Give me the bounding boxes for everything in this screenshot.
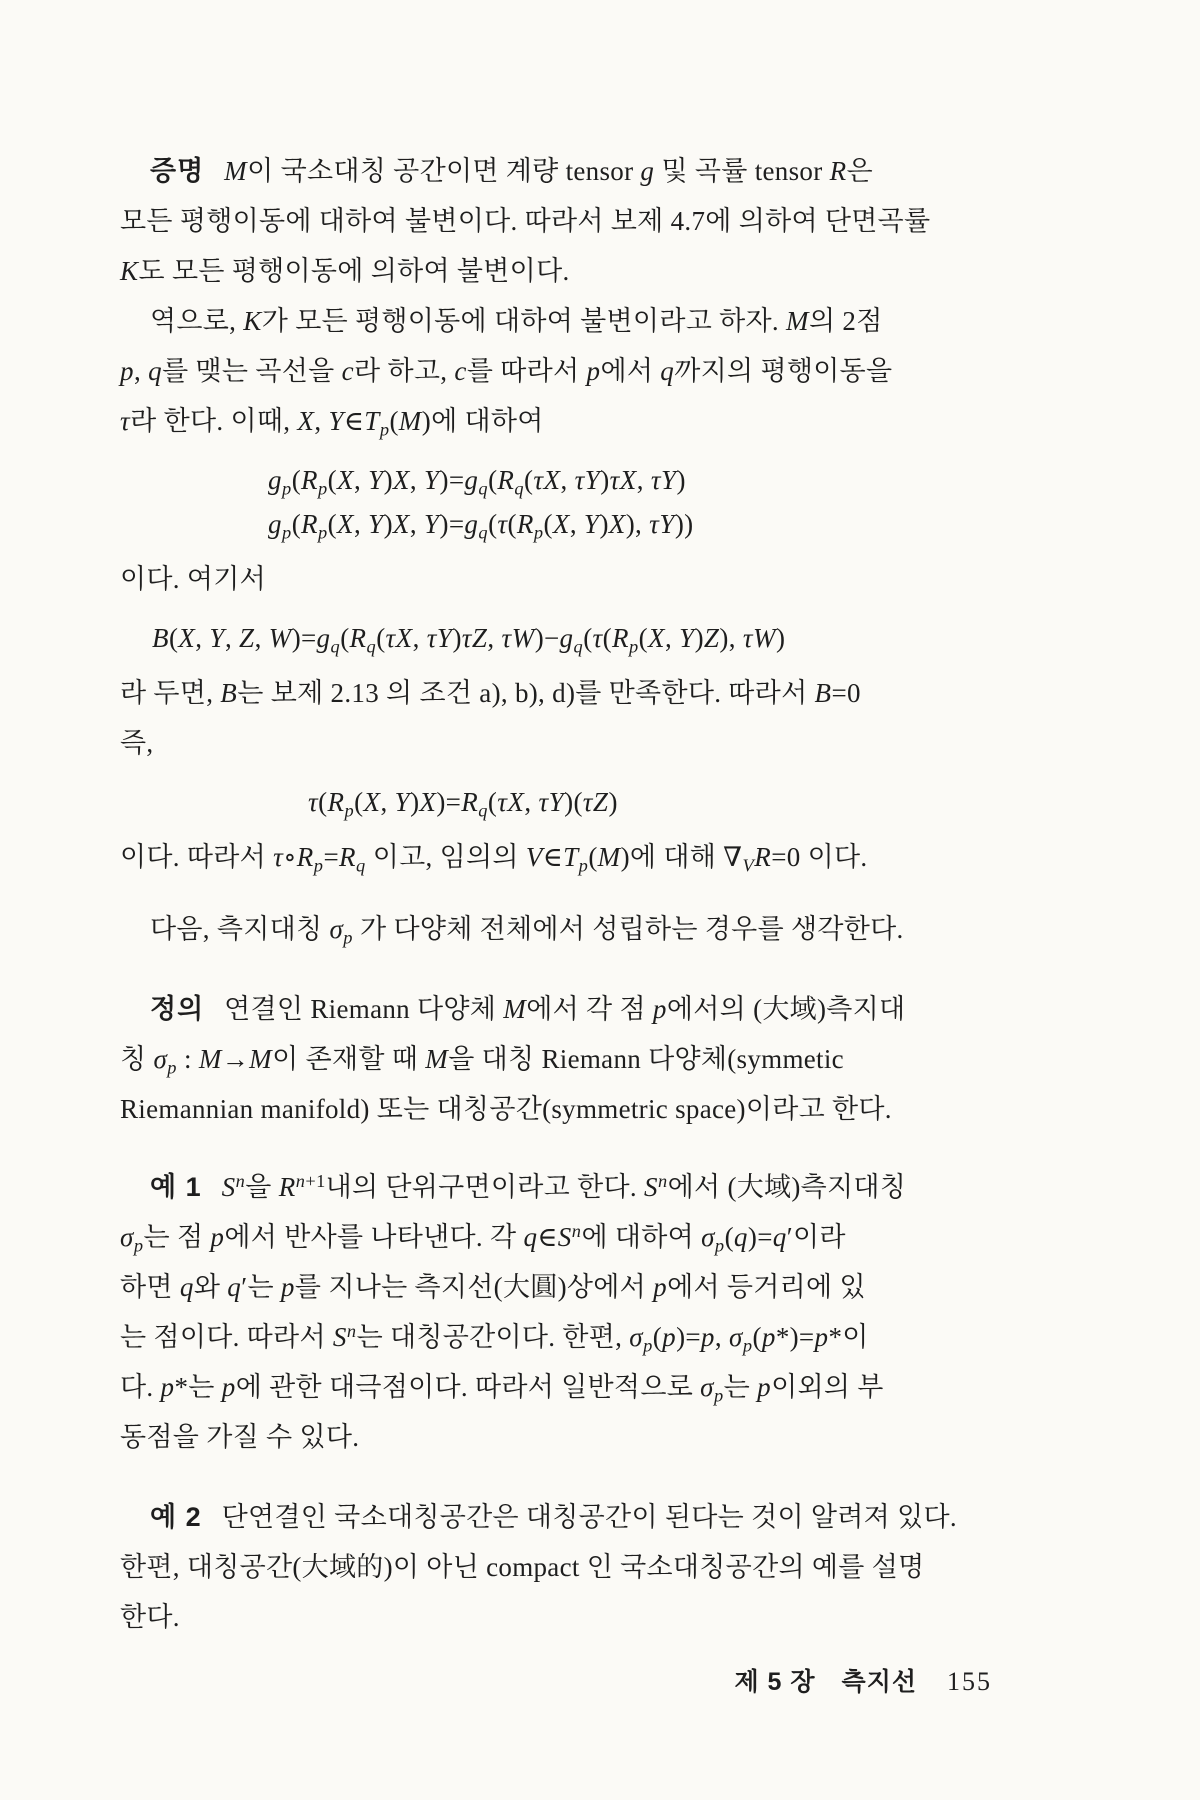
proof-line-2: 모든 평행이동에 대하여 불변이다. 따라서 보제 4.7에 의하여 단면곡률: [120, 206, 931, 236]
conclusion-text: 이다. 따라서 $\tau\circ R_p=R_q$ 이고, 임의의 $V\in T_p(M)$에 대해 $\nabla_VR=0$ 이다.: [120, 842, 868, 876]
equation-gp-2: $g_p(R_p(X$, Y)X, $Y)=g_q(\tau(R_p(X$, Y)X), τY)): [268, 509, 694, 543]
equation-gp-1: $g_p(R_p(X$, Y)X, $Y)=g_q(R_q(\tau X$, τY)τX, τY): [268, 465, 686, 499]
proof-paragraph: [120, 146, 950, 296]
converse-line-1: 역으로, K가 모든 평행이동에 대하여 불변이라고 하자. M의 2점: [150, 306, 883, 336]
example1-line-6: 동점을 가질 수 있다.: [120, 1422, 360, 1452]
equation-block-b: [120, 616, 950, 660]
text-block: [120, 146, 957, 1642]
after-b-paragraph: [120, 668, 950, 768]
text-line: [120, 1492, 957, 1542]
footer-chapter: 제 5 장: [734, 1668, 816, 1696]
footer-section: 측지선: [841, 1668, 917, 1696]
example2-line-2: 한편, 대칭공간(大域的)이 아닌 compact 인 국소대칭공간의 예를 설명: [120, 1552, 925, 1582]
text-line: [120, 146, 950, 196]
equation-b: B(X, Y, Z, $W)=g_q(R_q(\tau X$, τY)τZ, $\tau W)-g_q(\tau(R_p(X$, Y)Z), τW): [152, 623, 786, 657]
example1-line-5: 다. p*는 p에 관한 대극점이다. 따라서 일반적으로 $\sigma_p$는 p이외의 부: [120, 1372, 884, 1406]
equation-tau: $\tau(R_p(X$, $Y)X)=R_q(\tau X$, τY)(τZ): [308, 787, 618, 821]
definition-line-3: Riemannian manifold) 또는 대칭공간(symmetric space)이라고 한다.: [120, 1094, 892, 1124]
definition-line-1: 연결인 Riemann 다양체 M에서 각 점 p에서의 (大域)측지대: [224, 994, 906, 1024]
after-eq1-text: 이다. 여기서: [120, 564, 267, 594]
text-line: [120, 1162, 950, 1212]
example1-line-4: 는 점이다. 따라서 $S^n$는 대칭공간이다. 한편, $\sigma_p(p)=p$, $\sigma_p(p*)=p*$이: [120, 1320, 869, 1356]
transition-text: 다음, 측지대칭 $\sigma_p$ 가 다양체 전체에서 성립하는 경우를 생각한다.: [150, 914, 904, 948]
page-footer: [120, 1660, 992, 1704]
converse-paragraph: [120, 296, 950, 446]
definition-line-2: 칭 $\sigma_p$ : M→M이 존재할 때 M을 대칭 Riemann 다양체(symmetic: [120, 1044, 844, 1078]
example2-line-1: 단연결인 국소대칭공간은 대칭공간이 된다는 것이 알려져 있다.: [221, 1502, 957, 1532]
footer-page-number: 155: [947, 1667, 992, 1696]
example2-label: 예 2: [150, 1502, 202, 1532]
proof-line-1: M이 국소대칭 공간이면 계량 tensor g 및 곡률 tensor R은: [224, 156, 873, 186]
definition-paragraph: [120, 984, 950, 1134]
example1-label: 예 1: [150, 1172, 202, 1202]
example1-paragraph: [120, 1162, 950, 1462]
example2-paragraph: [120, 1492, 957, 1642]
converse-line-3: τ라 한다. 이때, X, $Y\in T_p(M)$에 대하여: [120, 406, 544, 440]
example1-line-2: $\sigma_p$는 점 p에서 반사를 나타낸다. 각 $q\in S^n$에 대하여 $\sigma_p(q)=q'$이라: [120, 1220, 846, 1256]
equation-block-tau: [120, 780, 950, 824]
equation-block-1: [120, 458, 950, 546]
definition-label: 정의: [150, 994, 205, 1024]
proof-label: 증명: [150, 156, 205, 186]
proof-line-3: K도 모든 평행이동에 의하여 불변이다.: [120, 256, 570, 286]
converse-line-2: p, q를 맺는 곡선을 c라 하고, c를 따라서 p에서 q까지의 평행이동을: [120, 356, 893, 386]
after-b-line-2: 즉,: [120, 728, 154, 758]
example1-line-1: $S^n$을 $R^{n+1}$내의 단위구면이라고 한다. $S^n$에서 (大域)측지대칭: [221, 1170, 907, 1202]
example2-line-3: 한다.: [120, 1602, 180, 1632]
example1-line-3: 하면 q와 q′는 p를 지나는 측지선(大圓)상에서 p에서 등거리에 있: [120, 1272, 866, 1302]
text-line: [120, 984, 950, 1034]
after-b-line-1: 라 두면, B는 보제 2.13 의 조건 a), b), d)를 만족한다. 따라서 B=0: [120, 678, 861, 708]
